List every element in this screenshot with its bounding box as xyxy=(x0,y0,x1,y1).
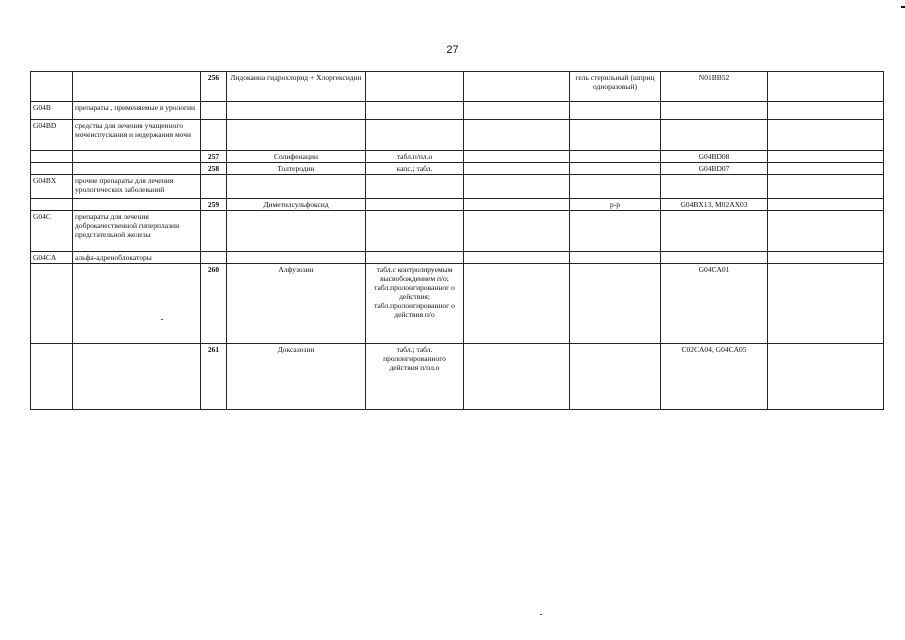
atc-code xyxy=(661,102,768,120)
empty-cell xyxy=(768,252,884,264)
empty-cell xyxy=(768,199,884,211)
row-number: 260 xyxy=(201,264,227,344)
drug-table xyxy=(30,71,884,410)
atc-code: C02CA04, G04CA05 xyxy=(661,344,768,410)
row-description: прочие препараты для лечения урологических заболеваний xyxy=(73,175,201,199)
dosage-form xyxy=(366,120,464,151)
row-code: G04CA xyxy=(31,252,73,264)
empty-cell xyxy=(464,72,570,102)
row-code: G04C xyxy=(31,211,73,252)
dosage-form xyxy=(366,102,464,120)
row-code xyxy=(31,344,73,410)
row-number xyxy=(201,102,227,120)
row-number xyxy=(201,175,227,199)
empty-cell xyxy=(464,344,570,410)
empty-cell xyxy=(768,175,884,199)
empty-cell xyxy=(768,264,884,344)
extra-info xyxy=(570,252,661,264)
extra-info xyxy=(570,264,661,344)
extra-info xyxy=(570,102,661,120)
dosage-form: капс.; табл. xyxy=(366,163,464,175)
atc-code: N01BB52 xyxy=(661,72,768,102)
empty-cell xyxy=(768,151,884,163)
dosage-form: табл.; табл. пролонгированного действия п/пл.о xyxy=(366,344,464,410)
drug-name: Лидокаина гидрохлорид + Хлоргексидин xyxy=(227,72,366,102)
row-number xyxy=(201,120,227,151)
row-description xyxy=(73,344,201,410)
empty-cell xyxy=(464,211,570,252)
row-number xyxy=(201,252,227,264)
row-description xyxy=(73,264,201,344)
dosage-form: табл.с контролируемым высвобождением п/о; табл.пролонгированног о действия; табл.пролонгированног о действия п/о xyxy=(366,264,464,344)
atc-code: G04BD08 xyxy=(661,151,768,163)
row-number: 258 xyxy=(201,163,227,175)
atc-code: G04CA01 xyxy=(661,264,768,344)
drug-name xyxy=(227,120,366,151)
scan-speck xyxy=(540,614,542,615)
scan-mark xyxy=(901,6,905,8)
empty-cell xyxy=(768,163,884,175)
empty-cell xyxy=(768,211,884,252)
row-number: 261 xyxy=(201,344,227,410)
dosage-form: табл.п/пл.о xyxy=(366,151,464,163)
dosage-form xyxy=(366,72,464,102)
table-row xyxy=(31,175,884,199)
table-row xyxy=(31,102,884,120)
drug-name xyxy=(227,252,366,264)
row-description: препараты , применяемые в урологии xyxy=(73,102,201,120)
page-number: 27 xyxy=(446,44,459,56)
row-number: 259 xyxy=(201,199,227,211)
drug-name: Доксазозин xyxy=(227,344,366,410)
extra-info xyxy=(570,120,661,151)
table-row xyxy=(31,252,884,264)
row-code xyxy=(31,151,73,163)
atc-code: G04BX13, M02AX03 xyxy=(661,199,768,211)
table-row xyxy=(31,120,884,151)
extra-info xyxy=(570,211,661,252)
empty-cell xyxy=(464,102,570,120)
row-code xyxy=(31,163,73,175)
drug-name: Диметилсульфоксид xyxy=(227,199,366,211)
empty-cell xyxy=(464,151,570,163)
row-description: средства для лечения учащенного мочеиспускания и недержания мочи xyxy=(73,120,201,151)
row-description xyxy=(73,151,201,163)
row-code xyxy=(31,264,73,344)
row-description: альфа-адреноблокаторы xyxy=(73,252,201,264)
table-row xyxy=(31,264,884,344)
empty-cell xyxy=(464,120,570,151)
table-row xyxy=(31,163,884,175)
empty-cell xyxy=(464,163,570,175)
dosage-form xyxy=(366,199,464,211)
table-row xyxy=(31,72,884,102)
table-row xyxy=(31,344,884,410)
drug-name xyxy=(227,175,366,199)
table-row xyxy=(31,151,884,163)
empty-cell xyxy=(768,120,884,151)
row-code xyxy=(31,72,73,102)
table-row xyxy=(31,211,884,252)
drug-name xyxy=(227,102,366,120)
dosage-form xyxy=(366,211,464,252)
drug-name: Толтеродин xyxy=(227,163,366,175)
extra-info: гель стерильный (шприц одноразовый) xyxy=(570,72,661,102)
row-description xyxy=(73,163,201,175)
empty-cell xyxy=(464,252,570,264)
atc-code xyxy=(661,120,768,151)
empty-cell xyxy=(768,344,884,410)
extra-info: р-р xyxy=(570,199,661,211)
extra-info xyxy=(570,151,661,163)
row-number xyxy=(201,211,227,252)
row-description xyxy=(73,199,201,211)
empty-cell xyxy=(768,72,884,102)
row-code xyxy=(31,199,73,211)
atc-code xyxy=(661,252,768,264)
drug-name: Солифенацин xyxy=(227,151,366,163)
row-description xyxy=(73,72,201,102)
extra-info xyxy=(570,175,661,199)
empty-cell xyxy=(768,102,884,120)
drug-name: Алфузозин xyxy=(227,264,366,344)
scan-speck xyxy=(161,319,163,320)
empty-cell xyxy=(464,175,570,199)
row-number: 257 xyxy=(201,151,227,163)
extra-info xyxy=(570,344,661,410)
drug-name xyxy=(227,211,366,252)
extra-info xyxy=(570,163,661,175)
table-row xyxy=(31,199,884,211)
row-code: G04BD xyxy=(31,120,73,151)
atc-code: G04BD07 xyxy=(661,163,768,175)
atc-code xyxy=(661,175,768,199)
row-code: G04B xyxy=(31,102,73,120)
dosage-form xyxy=(366,252,464,264)
row-code: G04BX xyxy=(31,175,73,199)
dosage-form xyxy=(366,175,464,199)
atc-code xyxy=(661,211,768,252)
row-description: препараты для лечения доброкачественной гиперплазии предстательной железы xyxy=(73,211,201,252)
empty-cell xyxy=(464,264,570,344)
row-number: 256 xyxy=(201,72,227,102)
empty-cell xyxy=(464,199,570,211)
